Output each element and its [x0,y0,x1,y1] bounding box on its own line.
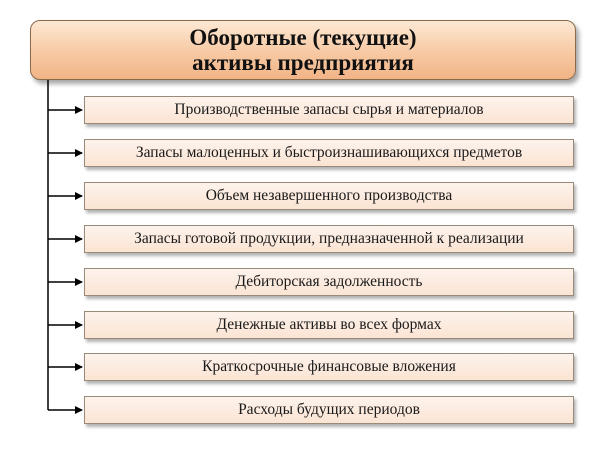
item-box [84,139,574,167]
item-label: Расходы будущих периодов [238,401,420,418]
item-label: Объем незавершенного производства [205,187,453,204]
item-label: Денежные активы во всех формах [216,316,442,333]
item-label: Запасы малоценных и быстроизнашивающихся предметов [135,144,523,161]
item-box [84,311,574,339]
item-box [84,182,574,210]
title-line-2: активы предприятия [192,50,414,75]
item-label: Производственные запасы сырья и материалов [174,101,484,118]
item-box [84,396,574,424]
item-box [84,225,574,253]
item-label: Краткосрочные финансовые вложения [202,358,456,375]
title-line-1: Оборотные (текущие) [189,25,417,50]
item-label: Запасы готовой продукции, предназначенной к реализации [134,230,524,247]
item-box [84,353,574,381]
branch-arrows [48,110,82,410]
title-box [30,20,576,80]
item-box [84,268,574,296]
item-label: Дебиторская задолженность [235,273,423,290]
item-box [84,96,574,124]
